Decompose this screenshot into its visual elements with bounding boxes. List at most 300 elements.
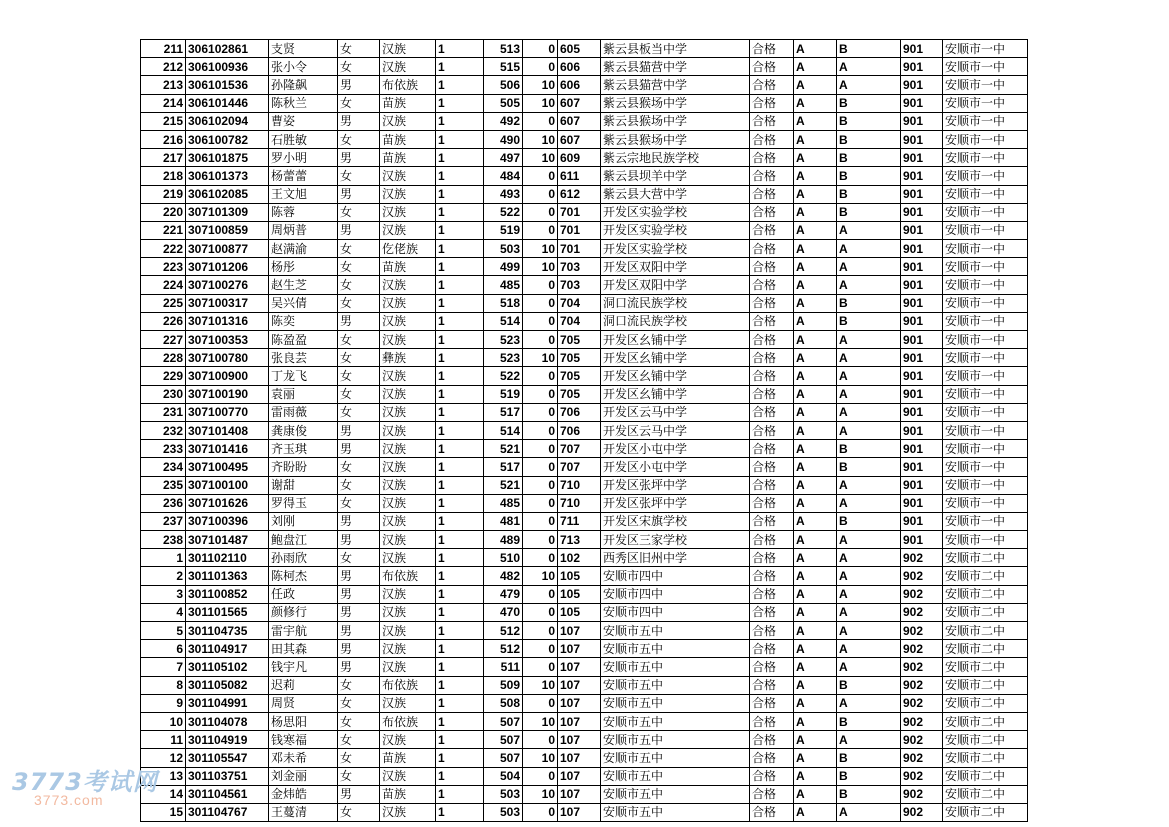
score-cell: 522 <box>484 367 523 385</box>
status-cell: 合格 <box>750 731 794 749</box>
student-name-cell: 陈柯杰 <box>269 567 338 585</box>
grade-b-cell: B <box>837 512 901 530</box>
admit-school-cell: 安顺市二中 <box>943 767 1028 785</box>
gender-cell: 女 <box>338 331 380 349</box>
candidate-id-cell: 306101373 <box>186 167 269 185</box>
table-row <box>141 803 1028 821</box>
candidate-id-cell: 307100100 <box>186 476 269 494</box>
candidate-id-cell: 307100396 <box>186 512 269 530</box>
gender-cell: 女 <box>338 203 380 221</box>
score-cell: 512 <box>484 640 523 658</box>
school-name-cell: 开发区张坪中学 <box>601 494 750 512</box>
status-cell: 合格 <box>750 767 794 785</box>
admit-code-cell: 901 <box>901 403 943 421</box>
admit-code-cell: 901 <box>901 94 943 112</box>
grade-b-cell: A <box>837 731 901 749</box>
student-name-cell: 鲍盘江 <box>269 531 338 549</box>
student-name-cell: 钱寒福 <box>269 731 338 749</box>
gender-cell: 女 <box>338 803 380 821</box>
gender-cell: 女 <box>338 130 380 148</box>
table-row <box>141 567 1028 585</box>
row-index-cell: 223 <box>141 258 186 276</box>
student-name-cell: 钱宇凡 <box>269 658 338 676</box>
admit-school-cell: 安顺市二中 <box>943 785 1028 803</box>
admit-school-cell: 安顺市二中 <box>943 640 1028 658</box>
status-cell: 合格 <box>750 567 794 585</box>
table-row <box>141 385 1028 403</box>
school-code-cell: 107 <box>558 658 601 676</box>
school-name-cell: 开发区宋旗学校 <box>601 512 750 530</box>
score-cell: 518 <box>484 294 523 312</box>
category-cell: 1 <box>436 149 484 167</box>
table-row <box>141 676 1028 694</box>
score-cell: 506 <box>484 76 523 94</box>
candidate-id-cell: 307101316 <box>186 312 269 330</box>
bonus-cell: 10 <box>523 712 558 730</box>
score-cell: 484 <box>484 167 523 185</box>
grade-b-cell: B <box>837 149 901 167</box>
category-cell: 1 <box>436 349 484 367</box>
bonus-cell: 10 <box>523 149 558 167</box>
gender-cell: 男 <box>338 512 380 530</box>
school-name-cell: 西秀区旧州中学 <box>601 549 750 567</box>
table-row <box>141 94 1028 112</box>
status-cell: 合格 <box>750 785 794 803</box>
school-name-cell: 紫云县大营中学 <box>601 185 750 203</box>
candidate-id-cell: 301102110 <box>186 549 269 567</box>
grade-a-cell: A <box>794 167 837 185</box>
gender-cell: 女 <box>338 349 380 367</box>
school-name-cell: 开发区云马中学 <box>601 421 750 439</box>
ethnicity-cell: 苗族 <box>380 130 436 148</box>
school-code-cell: 107 <box>558 731 601 749</box>
row-index-cell: 226 <box>141 312 186 330</box>
student-name-cell: 张良芸 <box>269 349 338 367</box>
status-cell: 合格 <box>750 421 794 439</box>
category-cell: 1 <box>436 567 484 585</box>
admit-code-cell: 901 <box>901 258 943 276</box>
grade-a-cell: A <box>794 385 837 403</box>
ethnicity-cell: 汉族 <box>380 512 436 530</box>
school-name-cell: 开发区小屯中学 <box>601 440 750 458</box>
bonus-cell: 0 <box>523 331 558 349</box>
category-cell: 1 <box>436 585 484 603</box>
student-name-cell: 田其森 <box>269 640 338 658</box>
gender-cell: 男 <box>338 640 380 658</box>
candidate-id-cell: 307100495 <box>186 458 269 476</box>
category-cell: 1 <box>436 440 484 458</box>
row-index-cell: 10 <box>141 712 186 730</box>
student-name-cell: 罗得玉 <box>269 494 338 512</box>
row-index-cell: 13 <box>141 767 186 785</box>
school-name-cell: 开发区张坪中学 <box>601 476 750 494</box>
ethnicity-cell: 苗族 <box>380 785 436 803</box>
ethnicity-cell: 汉族 <box>380 312 436 330</box>
student-name-cell: 丁龙飞 <box>269 367 338 385</box>
ethnicity-cell: 汉族 <box>380 167 436 185</box>
table-body <box>141 40 1028 822</box>
school-code-cell: 107 <box>558 767 601 785</box>
grade-a-cell: A <box>794 694 837 712</box>
grade-b-cell: A <box>837 403 901 421</box>
gender-cell: 女 <box>338 258 380 276</box>
grade-a-cell: A <box>794 640 837 658</box>
grade-a-cell: A <box>794 803 837 821</box>
admit-school-cell: 安顺市二中 <box>943 549 1028 567</box>
grade-b-cell: A <box>837 531 901 549</box>
candidate-id-cell: 306100782 <box>186 130 269 148</box>
bonus-cell: 0 <box>523 476 558 494</box>
admit-code-cell: 901 <box>901 458 943 476</box>
admit-school-cell: 安顺市一中 <box>943 349 1028 367</box>
admit-code-cell: 901 <box>901 531 943 549</box>
school-code-cell: 704 <box>558 312 601 330</box>
school-code-cell: 607 <box>558 130 601 148</box>
school-code-cell: 107 <box>558 676 601 694</box>
grade-b-cell: B <box>837 203 901 221</box>
school-name-cell: 开发区双阳中学 <box>601 258 750 276</box>
school-name-cell: 安顺市四中 <box>601 585 750 603</box>
grade-b-cell: A <box>837 76 901 94</box>
grade-a-cell: A <box>794 531 837 549</box>
admit-code-cell: 901 <box>901 294 943 312</box>
table-row <box>141 76 1028 94</box>
status-cell: 合格 <box>750 312 794 330</box>
admit-school-cell: 安顺市一中 <box>943 421 1028 439</box>
candidate-id-cell: 301104917 <box>186 640 269 658</box>
score-cell: 507 <box>484 712 523 730</box>
admit-school-cell: 安顺市一中 <box>943 240 1028 258</box>
admit-code-cell: 901 <box>901 312 943 330</box>
category-cell: 1 <box>436 258 484 276</box>
school-code-cell: 105 <box>558 603 601 621</box>
grade-b-cell: A <box>837 385 901 403</box>
bonus-cell: 0 <box>523 512 558 530</box>
bonus-cell: 10 <box>523 349 558 367</box>
category-cell: 1 <box>436 694 484 712</box>
admit-code-cell: 901 <box>901 185 943 203</box>
admit-code-cell: 901 <box>901 349 943 367</box>
category-cell: 1 <box>436 112 484 130</box>
ethnicity-cell: 汉族 <box>380 658 436 676</box>
student-name-cell: 袁丽 <box>269 385 338 403</box>
gender-cell: 男 <box>338 440 380 458</box>
school-name-cell: 开发区幺铺中学 <box>601 385 750 403</box>
school-name-cell: 开发区幺铺中学 <box>601 331 750 349</box>
table-row <box>141 258 1028 276</box>
ethnicity-cell: 汉族 <box>380 221 436 239</box>
table-row <box>141 240 1028 258</box>
student-name-cell: 陈蓉 <box>269 203 338 221</box>
row-index-cell: 230 <box>141 385 186 403</box>
bonus-cell: 10 <box>523 240 558 258</box>
grade-a-cell: A <box>794 221 837 239</box>
score-cell: 499 <box>484 258 523 276</box>
bonus-cell: 0 <box>523 112 558 130</box>
school-name-cell: 开发区双阳中学 <box>601 276 750 294</box>
grade-a-cell: A <box>794 458 837 476</box>
grade-a-cell: A <box>794 421 837 439</box>
category-cell: 1 <box>436 130 484 148</box>
ethnicity-cell: 汉族 <box>380 440 436 458</box>
ethnicity-cell: 汉族 <box>380 367 436 385</box>
grade-a-cell: A <box>794 585 837 603</box>
school-name-cell: 开发区小屯中学 <box>601 458 750 476</box>
candidate-id-cell: 307100190 <box>186 385 269 403</box>
student-name-cell: 曹姿 <box>269 112 338 130</box>
candidate-id-cell: 307100276 <box>186 276 269 294</box>
admit-code-cell: 901 <box>901 440 943 458</box>
score-cell: 490 <box>484 130 523 148</box>
grade-b-cell: A <box>837 585 901 603</box>
category-cell: 1 <box>436 367 484 385</box>
score-cell: 489 <box>484 531 523 549</box>
school-name-cell: 开发区幺铺中学 <box>601 349 750 367</box>
score-cell: 519 <box>484 385 523 403</box>
status-cell: 合格 <box>750 221 794 239</box>
category-cell: 1 <box>436 76 484 94</box>
ethnicity-cell: 汉族 <box>380 767 436 785</box>
candidate-id-cell: 301104561 <box>186 785 269 803</box>
grade-a-cell: A <box>794 512 837 530</box>
status-cell: 合格 <box>750 349 794 367</box>
admit-school-cell: 安顺市一中 <box>943 258 1028 276</box>
category-cell: 1 <box>436 603 484 621</box>
gender-cell: 女 <box>338 94 380 112</box>
candidate-id-cell: 307101206 <box>186 258 269 276</box>
grade-b-cell: A <box>837 694 901 712</box>
school-code-cell: 705 <box>558 331 601 349</box>
ethnicity-cell: 汉族 <box>380 112 436 130</box>
admit-code-cell: 901 <box>901 221 943 239</box>
ethnicity-cell: 汉族 <box>380 603 436 621</box>
grade-b-cell: A <box>837 494 901 512</box>
admit-school-cell: 安顺市一中 <box>943 494 1028 512</box>
bonus-cell: 0 <box>523 294 558 312</box>
school-name-cell: 安顺市五中 <box>601 658 750 676</box>
grade-b-cell: B <box>837 785 901 803</box>
ethnicity-cell: 汉族 <box>380 58 436 76</box>
grade-a-cell: A <box>794 785 837 803</box>
candidate-id-cell: 306101875 <box>186 149 269 167</box>
category-cell: 1 <box>436 476 484 494</box>
admit-school-cell: 安顺市二中 <box>943 712 1028 730</box>
admit-code-cell: 901 <box>901 494 943 512</box>
gender-cell: 男 <box>338 76 380 94</box>
row-index-cell: 232 <box>141 421 186 439</box>
candidate-id-cell: 306101446 <box>186 94 269 112</box>
bonus-cell: 0 <box>523 531 558 549</box>
student-name-cell: 陈盈盈 <box>269 331 338 349</box>
score-cell: 521 <box>484 440 523 458</box>
school-code-cell: 107 <box>558 803 601 821</box>
grade-a-cell: A <box>794 731 837 749</box>
admit-school-cell: 安顺市一中 <box>943 367 1028 385</box>
school-name-cell: 安顺市五中 <box>601 676 750 694</box>
school-code-cell: 102 <box>558 549 601 567</box>
status-cell: 合格 <box>750 240 794 258</box>
grade-b-cell: B <box>837 440 901 458</box>
student-name-cell: 邓未希 <box>269 749 338 767</box>
table-row <box>141 149 1028 167</box>
candidate-id-cell: 306102094 <box>186 112 269 130</box>
status-cell: 合格 <box>750 585 794 603</box>
admit-code-cell: 902 <box>901 767 943 785</box>
score-cell: 510 <box>484 549 523 567</box>
status-cell: 合格 <box>750 676 794 694</box>
admit-school-cell: 安顺市二中 <box>943 694 1028 712</box>
admit-code-cell: 902 <box>901 785 943 803</box>
score-cell: 521 <box>484 476 523 494</box>
grade-b-cell: B <box>837 767 901 785</box>
admit-school-cell: 安顺市一中 <box>943 167 1028 185</box>
admit-code-cell: 902 <box>901 549 943 567</box>
grade-b-cell: A <box>837 658 901 676</box>
grade-a-cell: A <box>794 403 837 421</box>
candidate-id-cell: 301105082 <box>186 676 269 694</box>
bonus-cell: 0 <box>523 403 558 421</box>
category-cell: 1 <box>436 312 484 330</box>
grade-b-cell: A <box>837 258 901 276</box>
score-cell: 505 <box>484 94 523 112</box>
admit-code-cell: 901 <box>901 476 943 494</box>
gender-cell: 男 <box>338 567 380 585</box>
watermark-brand: 3773考试网 <box>12 768 158 796</box>
table-row <box>141 294 1028 312</box>
gender-cell: 女 <box>338 40 380 58</box>
table-row <box>141 512 1028 530</box>
score-cell: 492 <box>484 112 523 130</box>
candidate-id-cell: 301105102 <box>186 658 269 676</box>
category-cell: 1 <box>436 494 484 512</box>
school-name-cell: 洞口流民族学校 <box>601 312 750 330</box>
status-cell: 合格 <box>750 622 794 640</box>
candidate-id-cell: 307100859 <box>186 221 269 239</box>
ethnicity-cell: 汉族 <box>380 803 436 821</box>
bonus-cell: 0 <box>523 440 558 458</box>
grade-a-cell: A <box>794 676 837 694</box>
row-index-cell: 235 <box>141 476 186 494</box>
school-code-cell: 609 <box>558 149 601 167</box>
ethnicity-cell: 汉族 <box>380 203 436 221</box>
school-name-cell: 洞口流民族学校 <box>601 294 750 312</box>
admit-code-cell: 901 <box>901 130 943 148</box>
student-name-cell: 吴兴倩 <box>269 294 338 312</box>
candidate-id-cell: 307101309 <box>186 203 269 221</box>
school-code-cell: 704 <box>558 294 601 312</box>
admit-code-cell: 901 <box>901 40 943 58</box>
category-cell: 1 <box>436 203 484 221</box>
candidate-id-cell: 301101363 <box>186 567 269 585</box>
candidate-id-cell: 301100852 <box>186 585 269 603</box>
student-name-cell: 龚康俊 <box>269 421 338 439</box>
bonus-cell: 0 <box>523 367 558 385</box>
admit-school-cell: 安顺市一中 <box>943 531 1028 549</box>
admit-code-cell: 901 <box>901 331 943 349</box>
bonus-cell: 0 <box>523 421 558 439</box>
table-row <box>141 58 1028 76</box>
bonus-cell: 0 <box>523 58 558 76</box>
ethnicity-cell: 汉族 <box>380 185 436 203</box>
bonus-cell: 0 <box>523 221 558 239</box>
status-cell: 合格 <box>750 658 794 676</box>
admit-code-cell: 901 <box>901 385 943 403</box>
row-index-cell: 224 <box>141 276 186 294</box>
grade-a-cell: A <box>794 294 837 312</box>
row-index-cell: 5 <box>141 622 186 640</box>
score-cell: 522 <box>484 203 523 221</box>
school-code-cell: 606 <box>558 76 601 94</box>
bonus-cell: 0 <box>523 185 558 203</box>
score-cell: 523 <box>484 349 523 367</box>
grade-a-cell: A <box>794 312 837 330</box>
bonus-cell: 0 <box>523 494 558 512</box>
row-index-cell: 219 <box>141 185 186 203</box>
status-cell: 合格 <box>750 640 794 658</box>
score-cell: 470 <box>484 603 523 621</box>
ethnicity-cell: 布依族 <box>380 567 436 585</box>
score-cell: 517 <box>484 458 523 476</box>
status-cell: 合格 <box>750 185 794 203</box>
candidate-id-cell: 301104991 <box>186 694 269 712</box>
table-row <box>141 694 1028 712</box>
admit-school-cell: 安顺市二中 <box>943 658 1028 676</box>
bonus-cell: 0 <box>523 40 558 58</box>
results-sheet <box>140 39 1027 822</box>
candidate-id-cell: 307101408 <box>186 421 269 439</box>
ethnicity-cell: 汉族 <box>380 622 436 640</box>
school-code-cell: 612 <box>558 185 601 203</box>
grade-b-cell: A <box>837 640 901 658</box>
student-name-cell: 赵满渝 <box>269 240 338 258</box>
status-cell: 合格 <box>750 458 794 476</box>
grade-b-cell: A <box>837 240 901 258</box>
bonus-cell: 0 <box>523 731 558 749</box>
ethnicity-cell: 汉族 <box>380 531 436 549</box>
admit-code-cell: 902 <box>901 803 943 821</box>
table-row <box>141 658 1028 676</box>
student-name-cell: 陈奕 <box>269 312 338 330</box>
gender-cell: 女 <box>338 367 380 385</box>
table-row <box>141 167 1028 185</box>
ethnicity-cell: 汉族 <box>380 403 436 421</box>
school-code-cell: 611 <box>558 167 601 185</box>
admit-school-cell: 安顺市一中 <box>943 94 1028 112</box>
bonus-cell: 10 <box>523 76 558 94</box>
admit-school-cell: 安顺市一中 <box>943 276 1028 294</box>
status-cell: 合格 <box>750 40 794 58</box>
row-index-cell: 15 <box>141 803 186 821</box>
row-index-cell: 8 <box>141 676 186 694</box>
grade-a-cell: A <box>794 258 837 276</box>
grade-b-cell: A <box>837 276 901 294</box>
table-row <box>141 331 1028 349</box>
school-code-cell: 706 <box>558 421 601 439</box>
gender-cell: 女 <box>338 276 380 294</box>
table-row <box>141 785 1028 803</box>
grade-a-cell: A <box>794 567 837 585</box>
row-index-cell: 231 <box>141 403 186 421</box>
watermark-url: 3773.com <box>34 792 104 808</box>
table-row <box>141 476 1028 494</box>
gender-cell: 女 <box>338 58 380 76</box>
row-index-cell: 2 <box>141 567 186 585</box>
status-cell: 合格 <box>750 494 794 512</box>
score-cell: 514 <box>484 421 523 439</box>
admit-school-cell: 安顺市一中 <box>943 294 1028 312</box>
gender-cell: 女 <box>338 712 380 730</box>
school-code-cell: 605 <box>558 40 601 58</box>
